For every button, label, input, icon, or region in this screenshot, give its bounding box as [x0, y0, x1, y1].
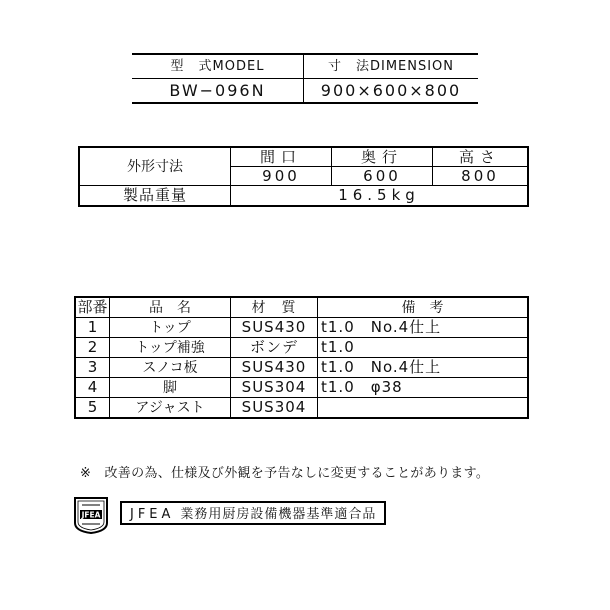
part-remarks: t1.0 No.4仕上 — [318, 358, 529, 378]
part-remarks: t1.0 φ38 — [318, 378, 529, 398]
part-material: SUS304 — [231, 398, 318, 419]
change-notice: ※ 改善の為、仕様及び外観を予告なしに変更することがあります。 — [80, 466, 490, 481]
model-value: BW−096N — [132, 79, 304, 104]
part-no: 2 — [75, 338, 110, 358]
parts-header-remarks: 備 考 — [318, 297, 529, 318]
part-remarks: t1.0 No.4仕上 — [318, 318, 529, 338]
part-name: 脚 — [110, 378, 231, 398]
table-row — [75, 338, 528, 358]
parts-header-no: 部番 — [75, 297, 110, 318]
width-value: 900 — [231, 167, 332, 186]
external-dimension-label: 外形寸法 — [79, 147, 231, 186]
part-no: 5 — [75, 398, 110, 419]
weight-label: 製品重量 — [79, 186, 231, 207]
part-material: SUS304 — [231, 378, 318, 398]
part-name: トップ — [110, 318, 231, 338]
weight-value: 16.5kg — [231, 186, 529, 207]
part-name: アジャスト — [110, 398, 231, 419]
parts-header-name: 品 名 — [110, 297, 231, 318]
jfea-compliance-label — [120, 501, 386, 525]
jfea-logo-icon — [71, 495, 111, 535]
part-material: SUS430 — [231, 318, 318, 338]
part-remarks — [318, 398, 529, 419]
parts-table — [74, 296, 529, 419]
table-row — [75, 398, 528, 419]
part-name: スノコ板 — [110, 358, 231, 378]
part-no: 3 — [75, 358, 110, 378]
model-header: 型 式MODEL — [132, 54, 304, 79]
part-material: SUS430 — [231, 358, 318, 378]
table-row — [75, 378, 528, 398]
jfea-logo-text: JFEA — [81, 510, 101, 520]
jfea-abbr: JFEA — [130, 507, 175, 522]
model-dimension-table — [132, 53, 478, 104]
part-name: トップ補強 — [110, 338, 231, 358]
dimension-header: 寸 法DIMENSION — [304, 54, 479, 79]
width-header: 間口 — [231, 147, 332, 167]
part-no: 4 — [75, 378, 110, 398]
jfea-compliance-text: 業務用厨房設備機器基準適合品 — [180, 507, 377, 522]
height-value: 800 — [433, 167, 529, 186]
dimension-value: 900×600×800 — [304, 79, 479, 104]
depth-header: 奥行 — [332, 147, 433, 167]
depth-value: 600 — [332, 167, 433, 186]
part-remarks: t1.0 — [318, 338, 529, 358]
parts-header-material: 材 質 — [231, 297, 318, 318]
parts-header-row — [75, 297, 528, 318]
external-dimension-table — [78, 146, 529, 207]
table-row — [75, 318, 528, 338]
part-material: ボンデ — [231, 338, 318, 358]
height-header: 高さ — [433, 147, 529, 167]
table-row — [75, 358, 528, 378]
part-no: 1 — [75, 318, 110, 338]
